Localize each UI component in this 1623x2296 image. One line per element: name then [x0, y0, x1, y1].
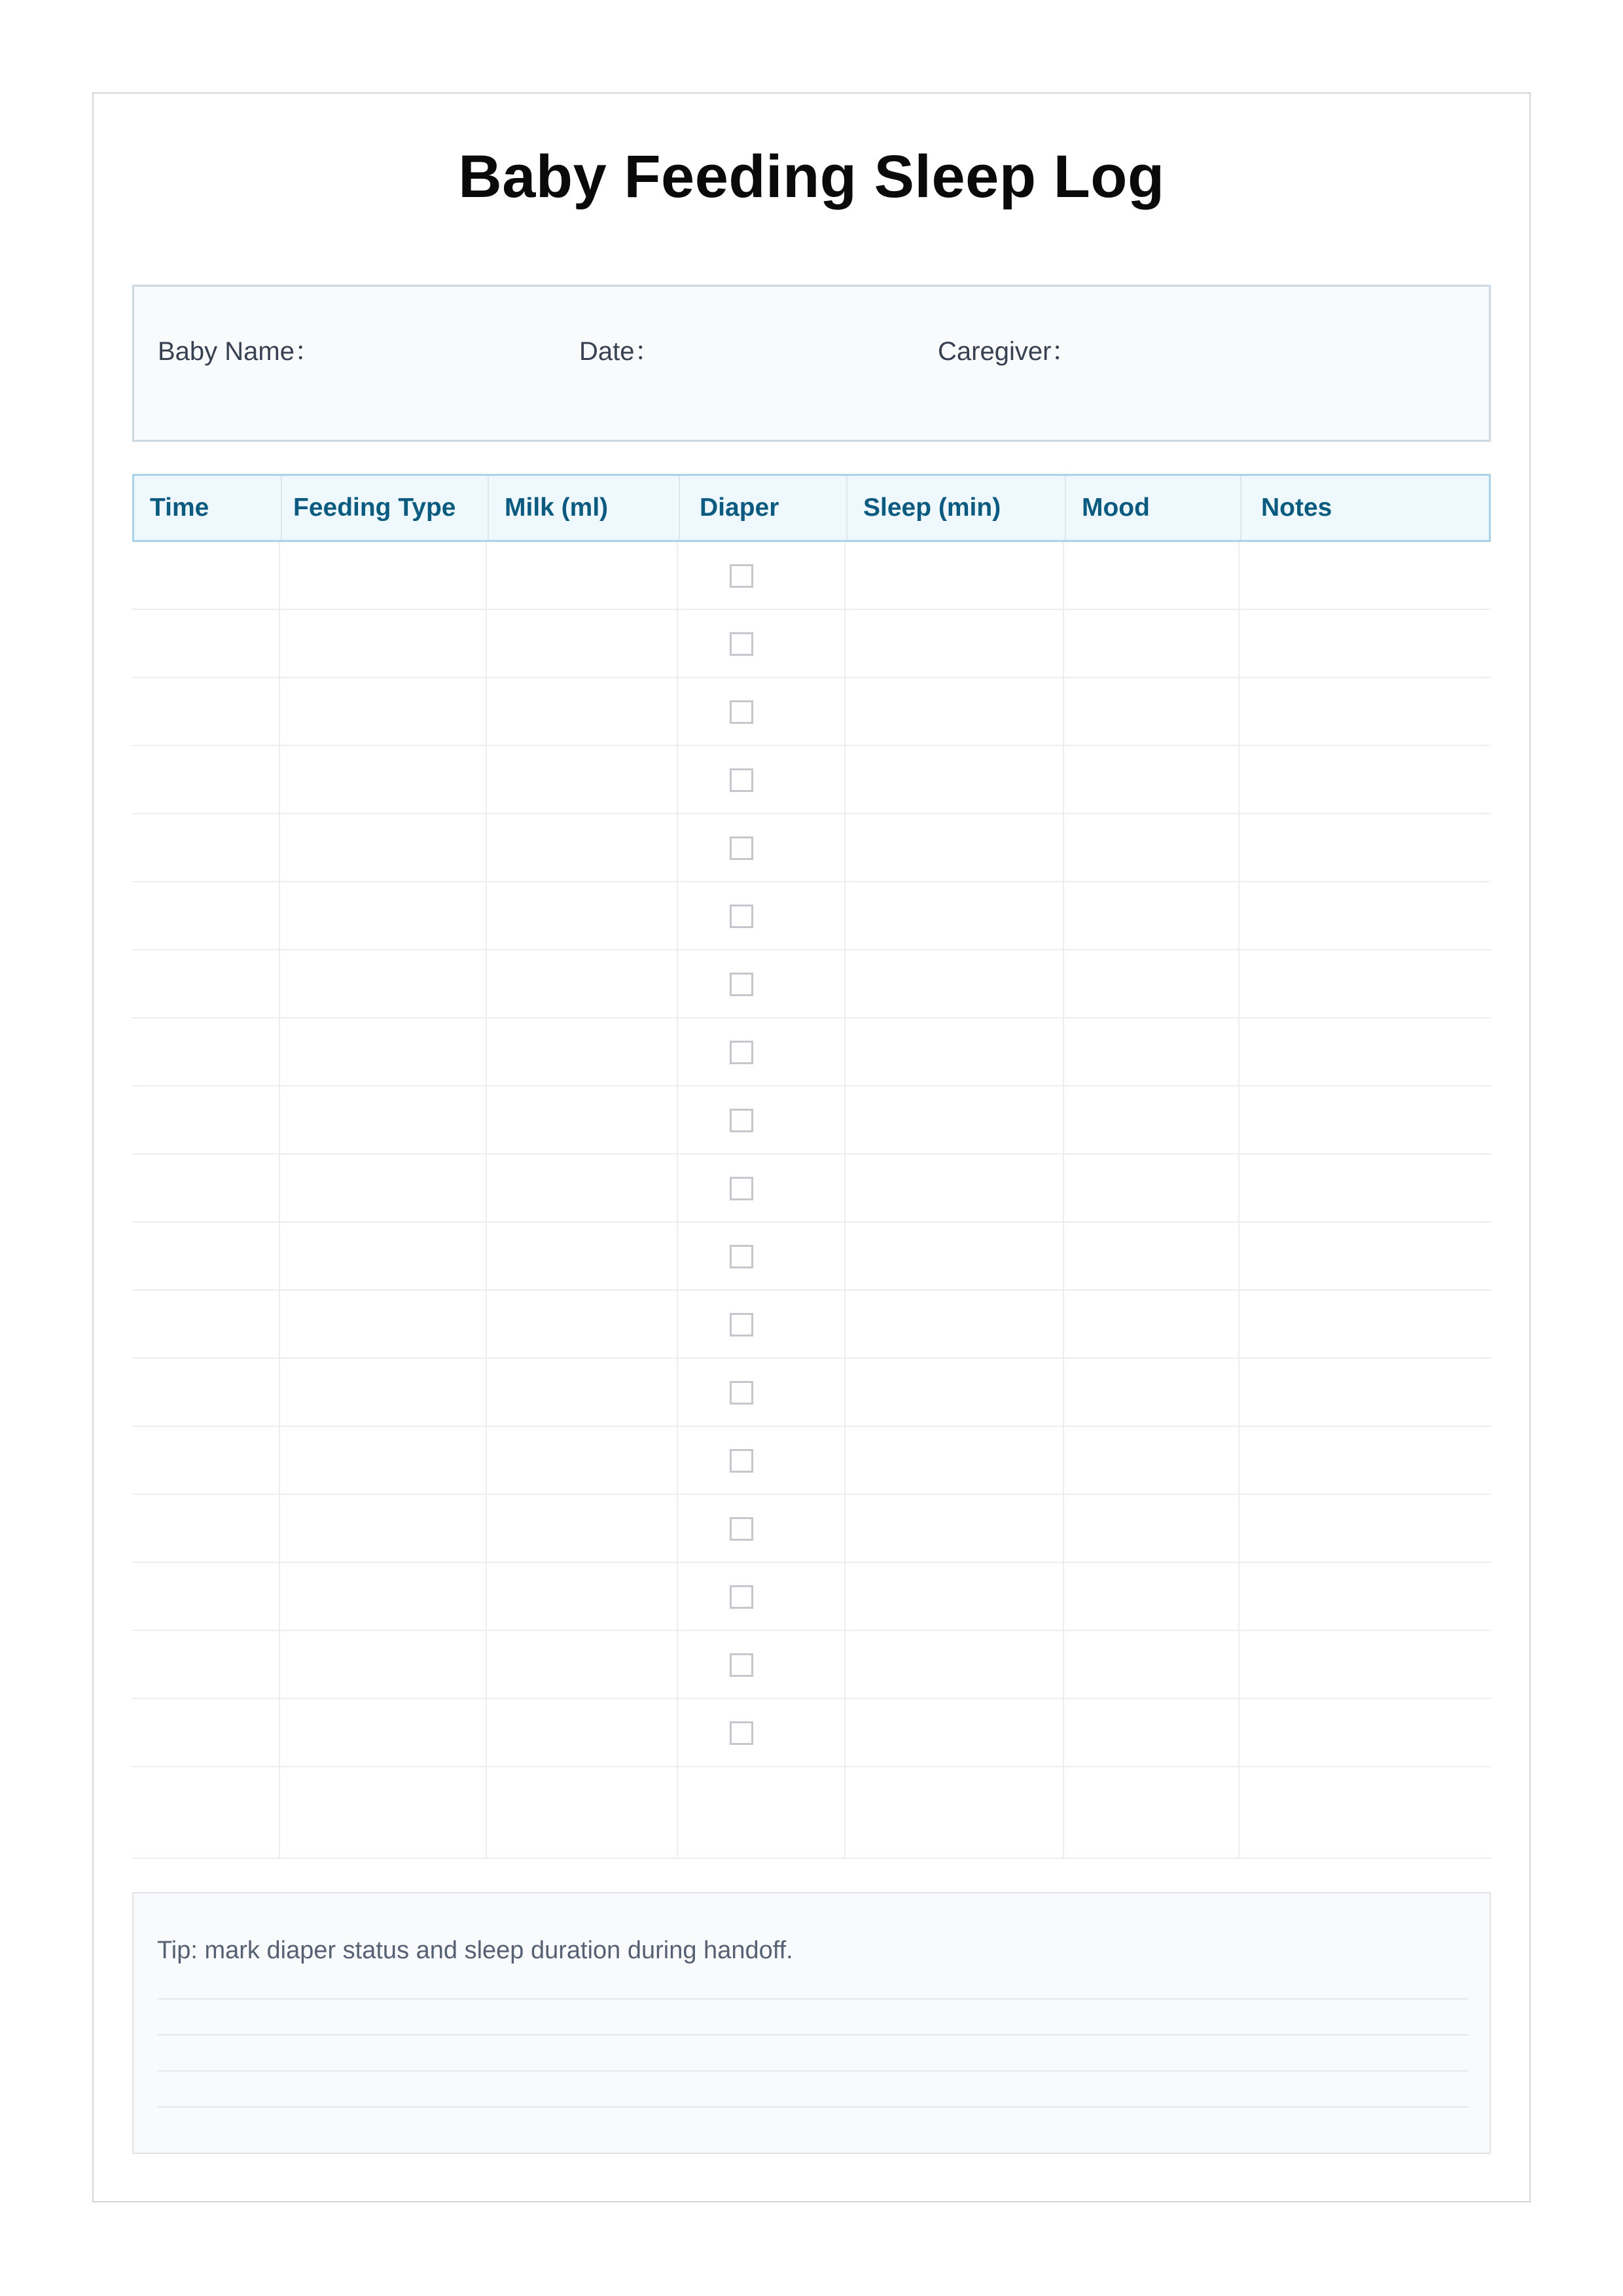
note-line[interactable]	[157, 2106, 1469, 2108]
table-row[interactable]	[132, 814, 1491, 882]
table-row[interactable]	[132, 1767, 1491, 1859]
note-line[interactable]	[157, 2070, 1469, 2072]
table-row[interactable]	[132, 1699, 1491, 1767]
table-row[interactable]	[132, 1291, 1491, 1359]
note-line[interactable]	[157, 2034, 1469, 2036]
header-divider	[281, 476, 282, 540]
tip-panel	[132, 1892, 1491, 2154]
diaper-checkbox[interactable]	[730, 1449, 753, 1473]
log-table	[132, 474, 1491, 1859]
column-header-time: Time	[150, 493, 209, 522]
header-divider	[488, 476, 489, 540]
diaper-checkbox[interactable]	[730, 700, 753, 724]
note-line[interactable]	[157, 1998, 1469, 2000]
caregiver-label: Caregiver：	[938, 337, 1078, 366]
column-header-diaper: Diaper	[700, 493, 779, 522]
diaper-checkbox[interactable]	[730, 1177, 753, 1200]
column-header-sleep: Sleep (min)	[863, 493, 1001, 522]
table-row[interactable]	[132, 678, 1491, 746]
diaper-checkbox[interactable]	[730, 973, 753, 996]
page-title: Baby Feeding Sleep Log	[458, 143, 1165, 210]
table-row[interactable]	[132, 746, 1491, 814]
header-divider	[679, 476, 680, 540]
diaper-checkbox[interactable]	[730, 836, 753, 860]
table-row[interactable]	[132, 1155, 1491, 1223]
diaper-checkbox[interactable]	[730, 1245, 753, 1268]
diaper-checkbox[interactable]	[730, 1517, 753, 1541]
diaper-checkbox[interactable]	[730, 632, 753, 656]
table-row[interactable]	[132, 950, 1491, 1018]
table-header	[132, 474, 1491, 542]
table-row[interactable]	[132, 882, 1491, 950]
column-header-mood: Mood	[1082, 493, 1150, 522]
date-label: Date：	[579, 337, 661, 366]
tip-text: Tip: mark diaper status and sleep duration during handoff.	[157, 1937, 793, 1964]
diaper-checkbox[interactable]	[730, 1381, 753, 1405]
header-divider	[1240, 476, 1241, 540]
diaper-checkbox[interactable]	[730, 564, 753, 588]
info-panel	[132, 285, 1491, 442]
table-row[interactable]	[132, 542, 1491, 610]
table-row[interactable]	[132, 1359, 1491, 1427]
header-divider	[1065, 476, 1066, 540]
table-body	[132, 542, 1491, 1859]
diaper-checkbox[interactable]	[730, 1653, 753, 1677]
table-row[interactable]	[132, 1086, 1491, 1155]
header-divider	[846, 476, 847, 540]
table-row[interactable]	[132, 1631, 1491, 1699]
diaper-checkbox[interactable]	[730, 1313, 753, 1336]
diaper-checkbox[interactable]	[730, 768, 753, 792]
diaper-checkbox[interactable]	[730, 1721, 753, 1745]
diaper-checkbox[interactable]	[730, 1109, 753, 1132]
table-row[interactable]	[132, 1223, 1491, 1291]
column-header-feeding-type: Feeding Type	[293, 493, 456, 522]
column-header-milk: Milk (ml)	[505, 493, 609, 522]
table-row[interactable]	[132, 1495, 1491, 1563]
table-row[interactable]	[132, 1427, 1491, 1495]
table-row[interactable]	[132, 1018, 1491, 1086]
table-row[interactable]	[132, 1563, 1491, 1631]
baby-name-label: Baby Name：	[158, 337, 321, 366]
diaper-checkbox[interactable]	[730, 1041, 753, 1064]
table-row[interactable]	[132, 610, 1491, 678]
diaper-checkbox[interactable]	[730, 905, 753, 928]
column-header-notes: Notes	[1261, 493, 1332, 522]
diaper-checkbox[interactable]	[730, 1585, 753, 1609]
